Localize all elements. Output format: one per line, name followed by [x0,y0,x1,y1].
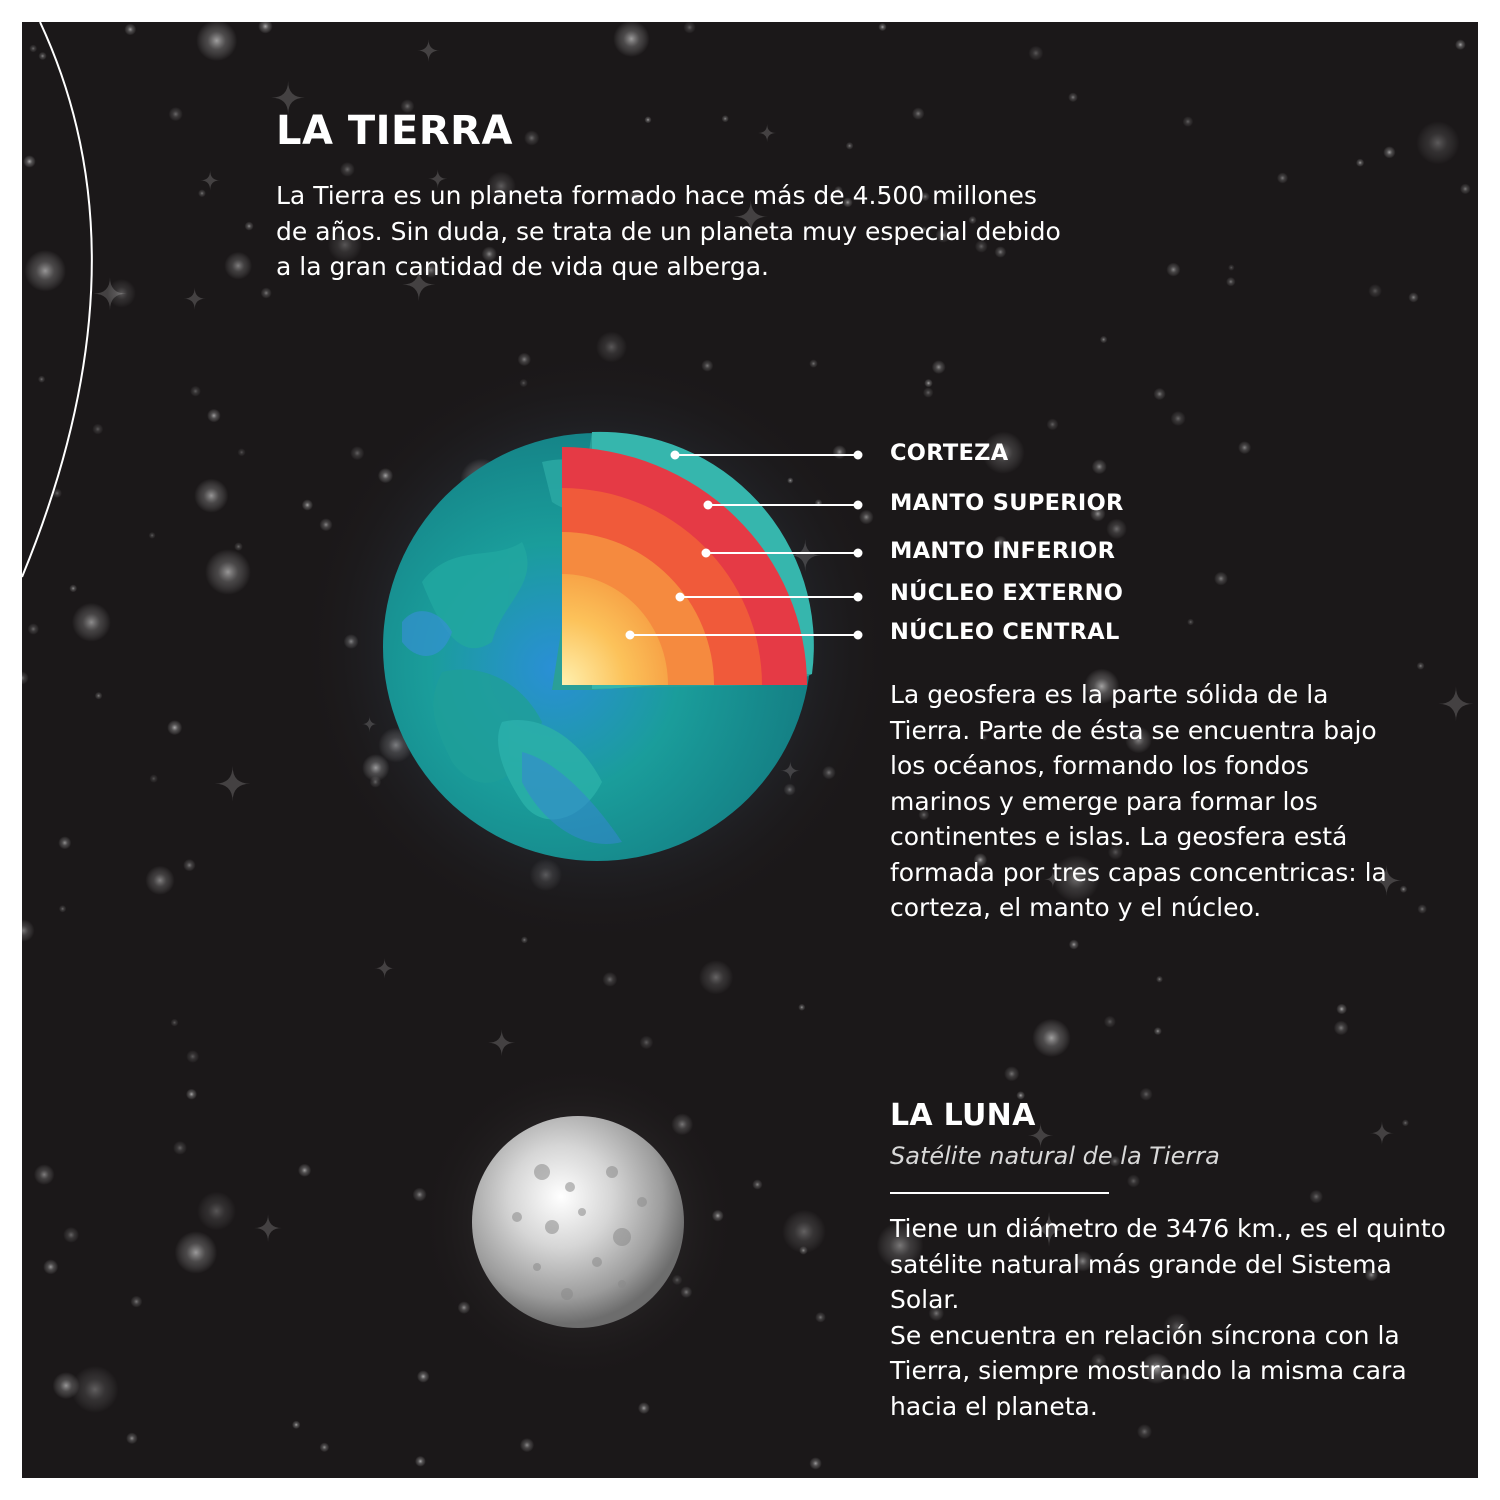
star [190,386,201,397]
star [1416,121,1459,164]
star [1383,146,1395,158]
infographic-panel [22,22,1478,1478]
star [261,288,272,299]
star [59,905,66,912]
page-title: LA TIERRA [276,108,513,154]
star [183,859,195,871]
star [1183,116,1194,127]
star [131,1296,143,1308]
star [194,479,228,513]
sparkle [417,39,440,62]
star [809,359,817,367]
star [799,1246,808,1255]
star [1336,1004,1347,1015]
star [92,424,103,435]
sparkle [200,170,220,190]
star [1334,1021,1349,1036]
star [38,376,45,383]
moon-paragraph-2: Se encuentra en relación síncrona con la Tierra, siempre mostrando la misma cara hacia el planeta. [890,1320,1407,1421]
star [1455,39,1466,50]
star [126,1433,138,1445]
star [298,1164,311,1177]
star [1140,1088,1153,1101]
star [878,23,886,31]
layer-label-nucleo-central: NÚCLEO CENTRAL [890,619,1120,645]
star [1166,263,1180,277]
star [167,720,182,735]
star [524,130,539,145]
star [815,1312,826,1323]
star [238,448,246,456]
star [640,1036,654,1050]
star [1156,976,1163,983]
star [145,866,174,895]
star [29,45,37,53]
star [150,774,158,782]
sparkle [1370,1121,1394,1145]
sparkle [374,958,394,978]
star [699,960,733,994]
star [292,1421,300,1429]
star [684,22,696,34]
star [1228,264,1234,270]
star [417,1370,429,1382]
star [22,919,35,941]
sparkle [254,1214,282,1242]
star [846,142,854,150]
star [603,972,618,987]
star [613,22,649,57]
layer-label-nucleo-externo: NÚCLEO EXTERNO [890,580,1124,606]
star [1127,1175,1140,1188]
star [205,549,251,595]
star [1418,904,1427,913]
moon-title: LA LUNA [890,1098,1036,1133]
star [1171,411,1186,426]
star [43,1259,58,1274]
star [932,360,946,374]
star [1226,277,1235,286]
star [169,107,183,121]
star [1092,459,1107,474]
sparkle [758,124,776,142]
star [350,446,364,460]
star [1032,1019,1070,1057]
star [95,692,103,700]
star [645,116,652,123]
star [186,1089,197,1100]
star [34,1164,55,1185]
star [63,1227,79,1243]
intro-paragraph: La Tierra es un planeta formado hace más de 4.500 millones de años. Sin duda, se trata de un planeta muy especial debido a la gran cantidad de vida que alberga. [276,181,1061,281]
star [72,603,111,642]
star [1069,940,1079,950]
star [58,836,71,849]
star [1154,388,1166,400]
moon-description [890,1211,1450,1424]
star [1356,159,1364,167]
star [1238,441,1251,454]
star [798,1004,805,1011]
sparkle [184,287,206,309]
star [198,189,206,197]
star [722,115,729,122]
star [924,379,932,387]
layer-label-manto-inferior: MANTO INFERIOR [890,538,1116,564]
star [923,387,933,397]
star [1402,1119,1409,1126]
layer-label-manto-superior: MANTO SUPERIOR [890,490,1124,516]
star [245,222,254,231]
star [22,671,29,684]
star [1068,93,1078,103]
star [1309,1190,1323,1204]
star [149,532,156,539]
star [196,22,237,61]
star [752,1179,762,1189]
star [809,1457,821,1469]
moon-divider [890,1192,1109,1194]
star [1100,336,1107,343]
moon [418,1062,738,1382]
star [1154,1027,1162,1035]
star [1187,619,1194,626]
star [1368,284,1382,298]
star [1460,184,1471,195]
star [24,250,66,292]
geosphere-paragraph: La geosfera es la parte sólida de la Tierra. Parte de ésta se encuentra bajo los océanos, formando los fondos marinos y emerge para formar los continentes e islas. La geosfera está formada por tres capas concentricas: la corteza, el manto y el núcleo. [890,680,1387,922]
star [258,22,272,34]
earth-cutaway [297,347,897,947]
star [320,1443,330,1453]
star [1417,662,1425,670]
star [28,623,39,634]
sparkle [215,766,250,801]
star [1104,1016,1116,1028]
star [173,1141,187,1155]
star [912,107,924,119]
star [124,24,136,36]
star [1029,46,1044,61]
layer-label-corteza: CORTEZA [890,440,1009,466]
star [224,252,252,280]
star [53,1372,80,1399]
moon-subtitle: Satélite natural de la Tierra [890,1142,1220,1170]
star [234,542,243,551]
star [39,52,47,60]
star [1400,886,1407,893]
star [1214,572,1228,586]
star [207,409,221,423]
star [69,585,77,593]
star [23,155,35,167]
star [1137,1424,1152,1439]
star [520,1438,534,1452]
star [415,1456,426,1467]
star [302,499,313,510]
star [175,1231,218,1274]
sparkle [488,1029,515,1056]
star [1408,292,1418,302]
star [171,1019,179,1027]
star [1004,1066,1019,1081]
star [1277,173,1288,184]
star [833,445,847,459]
star [340,162,355,177]
star [197,1192,236,1231]
moon-paragraph-1: Tiene un diámetro de 3476 km., es el quinto satélite natural más grande del Sistema Solar. [890,1214,1446,1314]
star [638,1402,650,1414]
star [186,1050,199,1063]
sparkle [1438,686,1473,721]
star [1106,519,1127,540]
star [1047,419,1059,431]
